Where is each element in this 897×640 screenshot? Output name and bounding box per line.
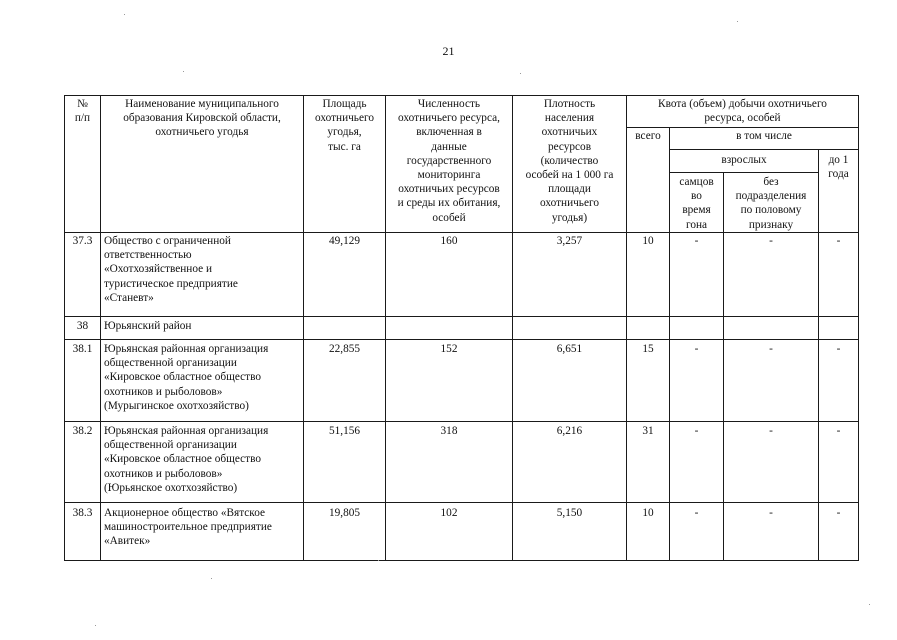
table-row-num: 37.3 [72, 235, 93, 247]
row-rule [64, 316, 858, 317]
table-row-count: 160 [440, 235, 458, 247]
row-rule [64, 339, 858, 340]
header-adults: взрослых [721, 154, 767, 166]
page-number: 21 [442, 44, 455, 58]
table-row-no-sex: - [769, 343, 773, 355]
table-row-name: Юрьянский район [104, 320, 192, 332]
table-row-num: 38.3 [72, 507, 93, 519]
header-count: Численность охотничьего ресурса, включенная в данные государственного мониторинга охотничьих ресурсов и среды их обитания, особей [397, 98, 501, 224]
table-row-density: 3,257 [556, 235, 583, 247]
table-row-total: 31 [642, 425, 654, 437]
table-row-name: Общество с ограниченной ответственностью «Охотхозяйственное и туристическое предприятие «Станевт» [104, 235, 238, 304]
table-row-no-sex: - [769, 235, 773, 247]
table-row-name: Акционерное общество «Вятское машиностроительное предприятие «Авитек» [104, 507, 272, 548]
header-name: Наименование муниципального образования Кировской области, охотничьего угодья [123, 98, 281, 139]
table-row-num: 38 [76, 320, 89, 332]
table-row-under-one: - [836, 507, 841, 519]
header-num: № п/п [74, 98, 91, 125]
table-row-density: 5,150 [556, 507, 583, 519]
header-rule-including [669, 149, 858, 150]
table-row-count: 318 [440, 425, 458, 437]
header-no-sex-division: без подразделения по половому признаку [735, 176, 807, 231]
table-row-name: Юрьянская районная организация общественной организации «Кировское областное общество охотников и рыболовов» (Юрьянское охотхозяйство) [104, 425, 269, 494]
table-row-area: 19,805 [328, 507, 361, 519]
table-row-area: 22,855 [328, 343, 361, 355]
header-density: Плотность населения охотничьих ресурсов (количество особей на 1 000 га площади охотничьего угодья) [525, 98, 614, 224]
table-row-no-sex: - [769, 507, 773, 519]
row-rule [64, 421, 858, 422]
table-row-name: Юрьянская районная организация общественной организации «Кировское областное общество охотников и рыболовов» (Мурыгинское охотхозяйство) [104, 343, 269, 412]
row-rule [64, 232, 858, 233]
table-border-top [64, 95, 858, 96]
table-row-under-one: - [836, 343, 841, 355]
table-row-no-sex: - [769, 425, 773, 437]
table-border-bottom [64, 560, 858, 561]
table-row-num: 38.2 [72, 425, 93, 437]
table-row-males: - [694, 235, 699, 247]
table-row-under-one: - [836, 425, 841, 437]
header-rule-quota [626, 127, 858, 128]
table-row-males: - [694, 425, 699, 437]
table-row-males: - [694, 507, 699, 519]
header-area: Площадь охотничьего угодья, тыс. га [315, 98, 374, 153]
table-row-density: 6,651 [556, 343, 583, 355]
header-total: всего [635, 130, 661, 142]
table-row-under-one: - [836, 235, 841, 247]
table-row-total: 15 [642, 343, 654, 355]
table-row-count: 152 [440, 343, 458, 355]
table-row-count: 102 [440, 507, 458, 519]
table-row-num: 38.1 [72, 343, 93, 355]
row-rule [64, 502, 858, 503]
header-quota: Квота (объем) добычи охотничьего ресурса, особей [658, 98, 827, 125]
table-row-total: 10 [642, 235, 654, 247]
header-rule-adults [669, 172, 818, 173]
header-males-rut: самцов во время гона [679, 176, 714, 231]
table-row-area: 51,156 [328, 425, 361, 437]
table-row-males: - [694, 343, 699, 355]
table-row-area: 49,129 [328, 235, 361, 247]
table-row-density: 6,216 [556, 425, 583, 437]
header-under-one-year: до 1 года [828, 154, 849, 181]
table-row-total: 10 [642, 507, 654, 519]
header-including: в том числе [736, 130, 792, 142]
